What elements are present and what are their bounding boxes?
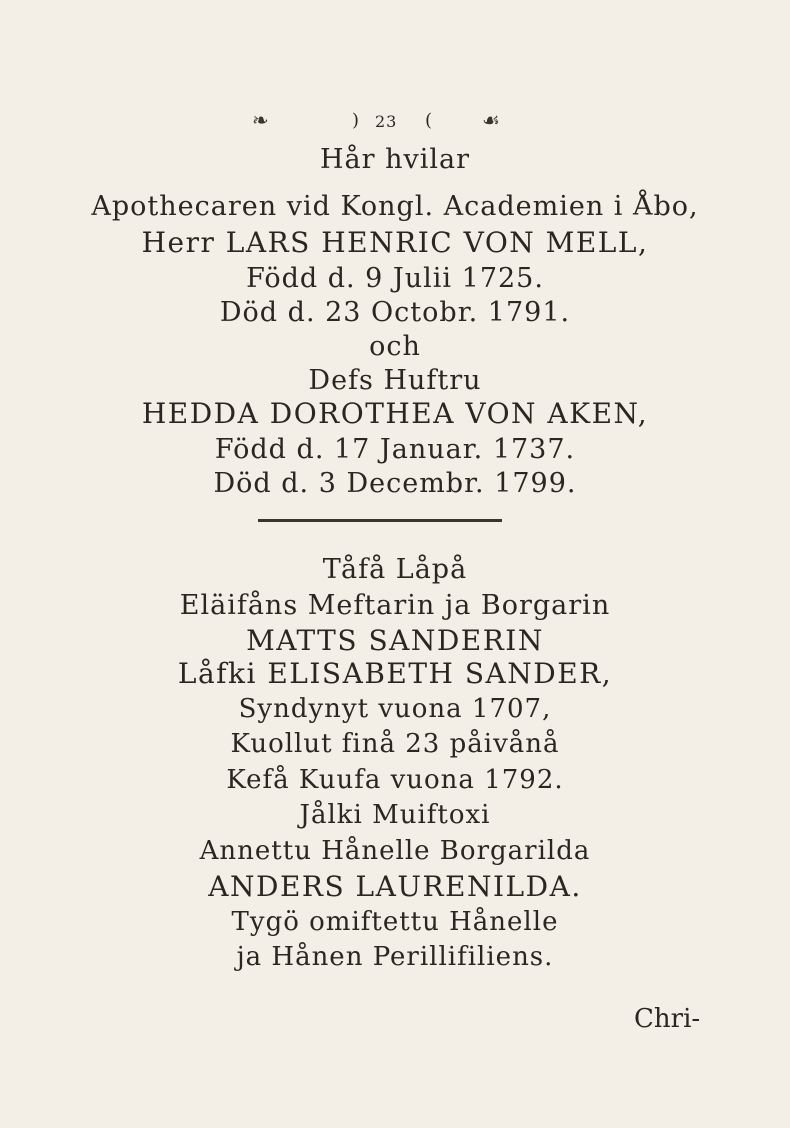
swedish-line-3: Herr LARS HENRIC VON MELL,	[141, 226, 649, 259]
finnish-line-8: Jålki Muiftoxi	[299, 800, 491, 830]
finnish-line-10: ANDERS LAURENILDA.	[208, 870, 582, 903]
swedish-line-5: Död d. 23 Octobr. 1791.	[219, 297, 571, 328]
finnish-line-5: Syndynyt vuona 1707,	[238, 694, 552, 724]
page-header	[0, 108, 790, 138]
swedish-line-9: Född d. 17 Januar. 1737.	[214, 434, 576, 465]
catchword: Chri-	[634, 1004, 701, 1034]
swedish-line-1: Hår hvilar	[319, 144, 471, 175]
swedish-line-4: Född d. 9 Julii 1725.	[246, 263, 544, 294]
finnish-line-7: Kefå Kuufa vuona 1792.	[226, 765, 564, 795]
right-ornament-icon: ☙	[482, 108, 500, 132]
page-number: 23	[375, 112, 398, 131]
finnish-line-1: Tåfå Låpå	[322, 554, 468, 585]
finnish-line-9: Annettu Hånelle Borgarilda	[199, 836, 591, 866]
section-divider	[258, 519, 502, 522]
finnish-line-6: Kuollut finå 23 påivånå	[230, 729, 560, 759]
swedish-line-2: Apothecaren vid Kongl. Academien i Åbo,	[91, 191, 699, 222]
swedish-line-6: och	[369, 331, 421, 362]
header-left-paren: )	[352, 110, 360, 131]
finnish-line-4: Låfki ELISABETH SANDER,	[177, 657, 613, 690]
finnish-line-3: MATTS SANDERIN	[246, 624, 544, 657]
swedish-line-8: HEDDA DOROTHEA VON AKEN,	[141, 397, 649, 430]
finnish-line-2: Eläifåns Meftarin ja Borgarin	[179, 590, 611, 621]
swedish-line-10: Död d. 3 Decembr. 1799.	[213, 468, 577, 499]
left-ornament-icon: ❧	[252, 108, 269, 132]
finnish-line-12: ja Hånen Perillifiliens.	[236, 942, 554, 972]
swedish-line-7: Defs Huftru	[308, 365, 482, 396]
header-right-paren: (	[425, 110, 433, 131]
finnish-line-11: Tygö omiftettu Hånelle	[231, 907, 559, 937]
